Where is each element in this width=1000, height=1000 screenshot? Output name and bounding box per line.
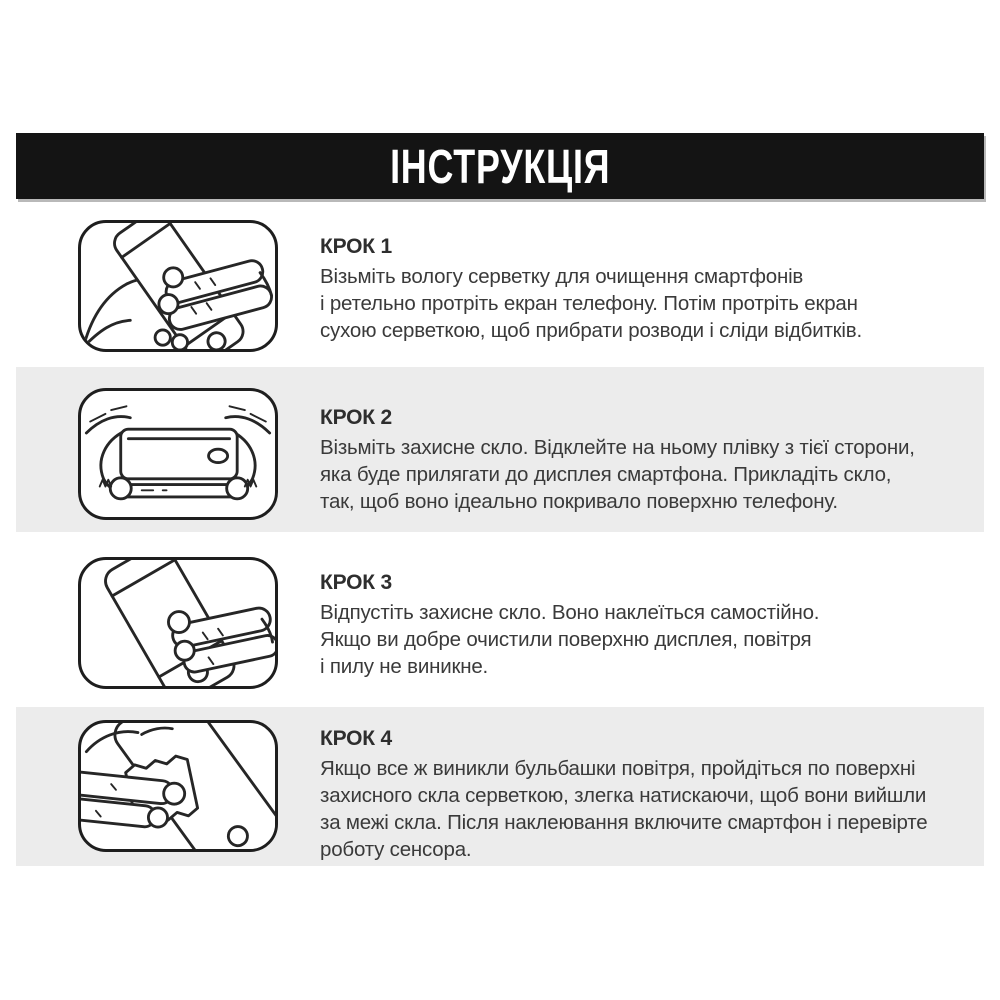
step-3-line-2: Якщо ви добре очистили поверхню дисплея, повітря	[320, 628, 812, 651]
step-4	[16, 707, 984, 866]
step-2-line-2: яка буде прилягати до дисплея смартфона. Прикладіть скло,	[320, 463, 892, 486]
step-4-line-4: роботу сенсора.	[320, 838, 472, 861]
step-2-heading: КРОК 2	[320, 406, 393, 429]
step-2-line-3: так, щоб воно ідеально покривало поверхню телефону.	[320, 490, 838, 513]
step-1-line-3: сухою серветкою, щоб прибрати розводи і сліди відбитків.	[320, 319, 862, 342]
page-title: ІНСТРУКЦІЯ	[389, 138, 611, 194]
step-1-line-1: Візьміть вологу серветку для очищення смартфонів	[320, 265, 804, 288]
cloth-wiping-phone-icon	[81, 723, 275, 849]
finger-pressing-phone-icon	[81, 560, 275, 686]
step-4-line-2: захисного скла серветкою, злегка натискаючи, щоб вони вийшли	[320, 784, 927, 807]
step-3	[16, 532, 984, 707]
step-3-line-1: Відпустіть захисне скло. Воно наклеїться самостійно.	[320, 601, 820, 624]
step-3-illustration	[78, 557, 278, 689]
step-3-heading: КРОК 3	[320, 571, 393, 594]
step-4-heading: КРОК 4	[320, 727, 393, 750]
step-2	[16, 367, 984, 532]
hands-wiping-phone-icon	[81, 223, 275, 349]
step-1	[16, 207, 984, 367]
step-4-line-3: за межі скла. Після наклеювання включите смартфон і перевірте	[320, 811, 928, 834]
step-2-illustration	[78, 388, 278, 520]
hands-holding-glass-over-phone-icon	[81, 391, 275, 517]
step-1-heading: КРОК 1	[320, 235, 393, 258]
step-2-line-1: Візьміть захисне скло. Відклейте на ньому плівку з тієї сторони,	[320, 436, 915, 459]
step-1-line-2: і ретельно протріть екран телефону. Потім протріть екран	[320, 292, 858, 315]
step-1-illustration	[78, 220, 278, 352]
step-3-line-3: і пилу не виникне.	[320, 655, 489, 678]
step-4-line-1: Якщо все ж виникли бульбашки повітря, пройдіться по поверхні	[320, 757, 916, 780]
step-4-illustration	[78, 720, 278, 852]
title-banner	[16, 133, 984, 199]
